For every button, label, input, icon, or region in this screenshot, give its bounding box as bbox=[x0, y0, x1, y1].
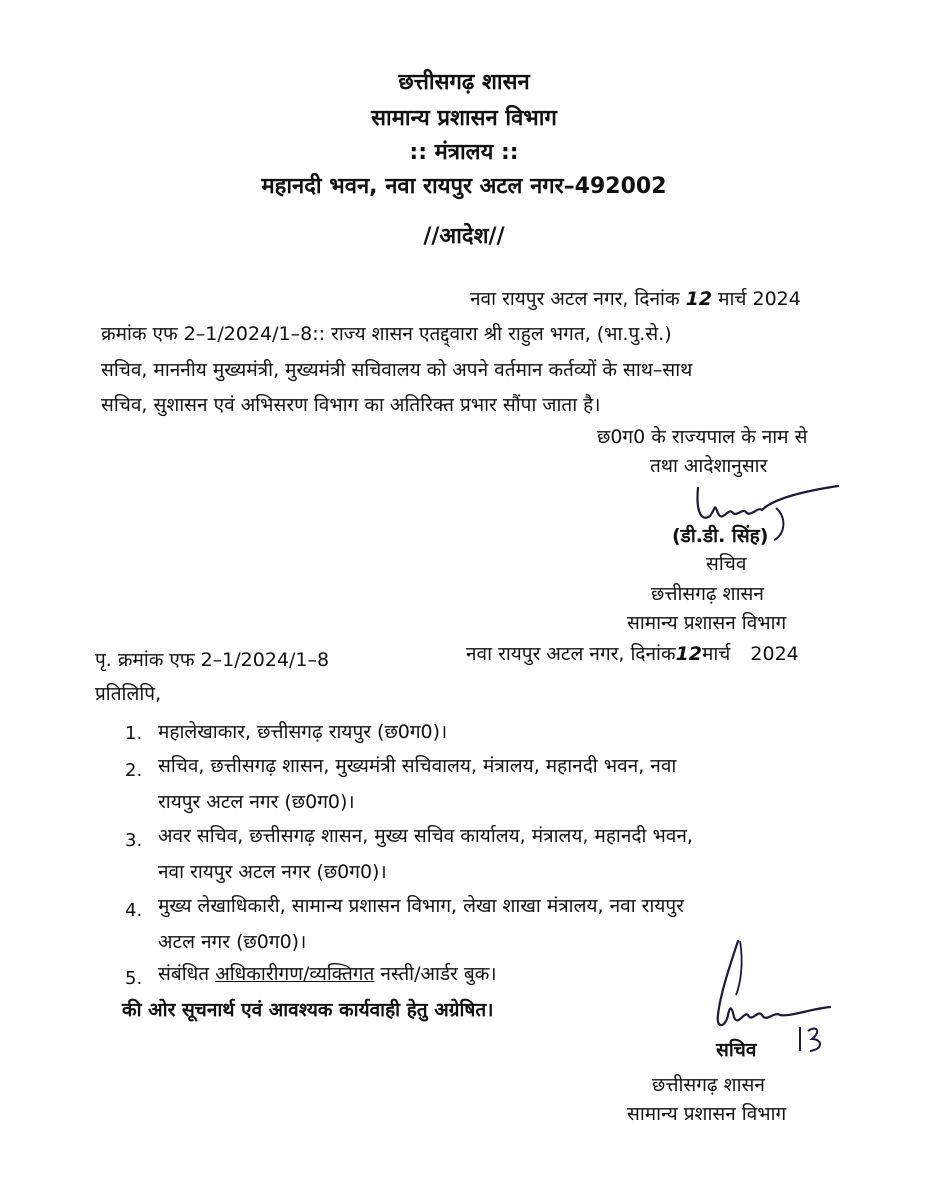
sig2-dept-line1: छत्तीसगढ़ शासन bbox=[652, 1074, 765, 1096]
copy-item-number: 3. bbox=[125, 830, 143, 851]
endorsement-day: 12 bbox=[675, 643, 703, 665]
item5-prefix: संबंधित bbox=[158, 963, 210, 985]
item5-underlined: अधिकारीगण/व्यक्तिगत bbox=[215, 963, 375, 985]
copy-item-text: महालेखाकार, छत्तीसगढ़ रायपुर (छ0ग0)। bbox=[158, 721, 448, 743]
copy-item-text: मुख्य लेखाधिकारी, सामान्य प्रशासन विभाग, लेखा शाखा मंत्रालय, नवा रायपुर bbox=[158, 895, 684, 917]
copy-item-number: 5. bbox=[125, 968, 143, 989]
header-department: सामान्य प्रशासन विभाग bbox=[371, 106, 557, 131]
order-para-line1: क्रमांक एफ 2–1/2024/1–8:: राज्य शासन एतद्द्वारा श्री राहुल भगत, (भा.पु.से.) bbox=[101, 323, 672, 345]
copy-label: प्रतिलिपि, bbox=[95, 683, 162, 705]
endorsement-ref: पृ. क्रमांक एफ 2–1/2024/1–8 bbox=[95, 649, 330, 671]
copy-item-number: 1. bbox=[125, 723, 143, 744]
copy-item-text: अवर सचिव, छत्तीसगढ़ शासन, मुख्य सचिव कार्यालय, मंत्रालय, महानदी भवन, bbox=[158, 825, 693, 847]
endorsement-date-line bbox=[466, 640, 799, 666]
item5-suffix: नस्ती/आर्डर बुक। bbox=[380, 963, 497, 985]
order-place-date-prefix: नवा रायपुर अटल नगर, दिनांक bbox=[470, 288, 680, 310]
endorsement-place-date-prefix: नवा रायपुर अटल नगर, दिनांक bbox=[466, 643, 676, 665]
sig1-dept-line2: सामान्य प्रशासन विभाग bbox=[627, 612, 787, 634]
endorsement-year: 2024 bbox=[750, 643, 799, 665]
order-para-line3: सचिव, सुशासन एवं अभिसरण विभाग का अतिरिक्त प्रभार सौंपा जाता है। bbox=[101, 394, 601, 416]
sig2-designation: सचिव bbox=[716, 1039, 757, 1061]
copy-item-text: सचिव, छत्तीसगढ़ शासन, मुख्यमंत्री सचिवालय, मंत्रालय, महानदी भवन, नवा bbox=[158, 755, 677, 777]
copy-item-text-cont: अटल नगर (छ0ग0)। bbox=[158, 931, 307, 953]
copy-item-number: 4. bbox=[125, 900, 143, 921]
document-title: //आदेश// bbox=[423, 224, 505, 249]
header-ministry: :: मंत्रालय :: bbox=[409, 140, 519, 165]
sig1-designation: सचिव bbox=[706, 553, 747, 575]
order-month-year: मार्च 2024 bbox=[718, 288, 801, 310]
copy-item-text-cont: नवा रायपुर अटल नगर (छ0ग0)। bbox=[158, 861, 387, 883]
copy-item-5-text bbox=[158, 960, 497, 986]
sig1-name: (डी.डी. सिंह) bbox=[672, 525, 769, 547]
order-date-line bbox=[470, 285, 801, 311]
header-address: महानदी भवन, नवा रायपुर अटल नगर–492002 bbox=[261, 174, 667, 199]
header-govt: छत्तीसगढ़ शासन bbox=[398, 70, 530, 95]
copy-item-text-cont: रायपुर अटल नगर (छ0ग0)। bbox=[158, 791, 355, 813]
sig1-authority-line2: तथा आदेशानुसार bbox=[650, 455, 768, 477]
closing-line: की ओर सूचनार्थ एवं आवश्यक कार्यवाही हेतु अग्रेषित। bbox=[122, 999, 494, 1021]
sig1-authority-line1: छ0ग0 के राज्यपाल के नाम से bbox=[597, 426, 808, 448]
order-day: 12 bbox=[685, 288, 713, 310]
copy-item-number: 2. bbox=[125, 760, 143, 781]
order-para-line2: सचिव, माननीय मुख्यमंत्री, मुख्यमंत्री सचिवालय को अपने वर्तमान कर्तव्यों के साथ–साथ bbox=[101, 359, 693, 381]
sig2-dept-line2: सामान्य प्रशासन विभाग bbox=[627, 1103, 787, 1125]
sig1-dept-line1: छत्तीसगढ़ शासन bbox=[651, 583, 764, 605]
endorsement-month: मार्च bbox=[702, 643, 731, 665]
